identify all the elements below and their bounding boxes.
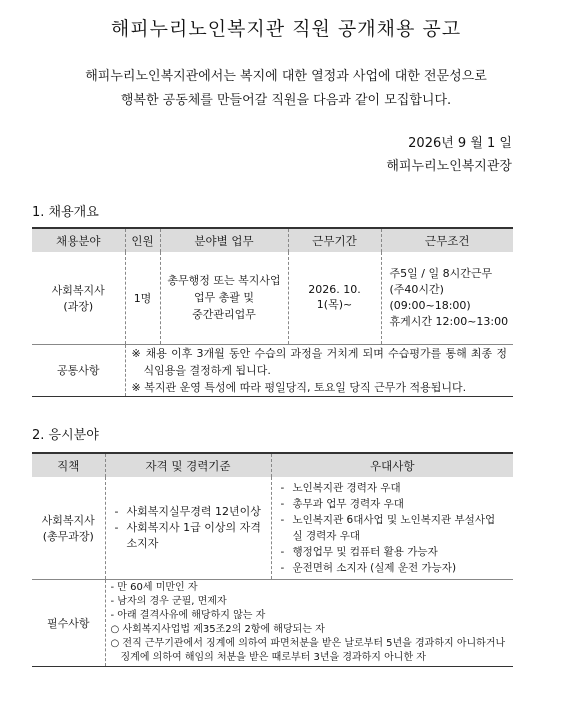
required-item: - 만 60세 미만인 자 <box>110 581 198 593</box>
header-preferences: 우대사항 <box>271 453 513 477</box>
condition-line: 휴게시간 12:00~13:00 <box>389 314 509 328</box>
position-rank: (총무과장) <box>42 529 94 543</box>
qualification-item: - 사회복지사 1급 이상의 자격소지자 <box>115 520 266 552</box>
condition-line: (주40시간) <box>389 282 444 296</box>
cell-field <box>32 252 125 344</box>
field-name: 사회복지사 <box>51 283 105 297</box>
required-item: ○ 사회복지사업법 제35조2의 2항에 해당되는 자 <box>110 623 325 635</box>
condition-line: (09:00~18:00) <box>389 298 471 312</box>
position-name: 사회복지사 <box>41 513 95 527</box>
qualification-item: - 사회복지실무경력 12년이상 <box>115 504 266 520</box>
cell-conditions <box>381 252 513 344</box>
header-qualifications: 자격 및 경력기준 <box>105 453 271 477</box>
header-position: 직책 <box>32 453 105 477</box>
application-field-table <box>32 452 513 667</box>
header-count: 인원 <box>125 228 160 252</box>
duty-line: 총무행정 또는 복지사업 <box>167 274 281 288</box>
preference-item: - 행정업무 및 컴퓨터 활용 가능자 <box>281 544 509 560</box>
cell-duties <box>160 252 288 344</box>
preference-item: - 총무과 업무 경력자 우대 <box>281 496 509 512</box>
common-note: ※ 채용 이후 3개월 동안 수습의 과정을 거치게 되며 수습평가를 통해 최종 정식임용을 결정하게 됩니다. <box>131 346 507 377</box>
organization-signature: 해피누리노인복지관장 <box>386 159 512 174</box>
preference-item: - 노인복지관 경력자 우대 <box>281 480 509 496</box>
cell-qualifications <box>105 477 271 579</box>
intro-line-2: 행복한 공동체를 만들어갈 직원을 다음과 같이 모집합니다. <box>120 93 452 108</box>
page-title: 해피누리노인복지관 직원 공개채용 공고 <box>110 18 462 40</box>
duty-line: 업무 총괄 및 <box>193 291 255 305</box>
required-item: - 남자의 경우 군필, 면제자 <box>110 595 227 607</box>
field-rank: (과장) <box>63 299 94 313</box>
cell-preferences <box>271 477 513 579</box>
header-period: 근무기간 <box>288 228 381 252</box>
header-conditions: 근무조건 <box>381 228 513 252</box>
cell-common-label: 공통사항 <box>56 364 100 377</box>
cell-period: 2026. 10. 1(목)~ <box>288 252 381 344</box>
cell-position <box>32 477 105 579</box>
required-item: ○ 전직 근무기관에서 징계에 의하여 파면처분을 받은 날로부터 5년을 경과하지 아니하거나 징계에 의하여 해임의 처분을 받은 때로부터 3년을 경과하지 아니한 자 <box>110 637 506 663</box>
intro-line-1: 해피누리노인복지관에서는 복지에 대한 열정과 사업에 대한 전문성으로 <box>85 69 487 84</box>
cell-count: 1명 <box>125 252 160 344</box>
recruitment-overview-table <box>32 227 513 397</box>
preference-item: - 노인복지관 6대사업 및 노인복지관 부설사업 실 경력자 우대 <box>281 512 509 544</box>
announcement-date: 2026년 9 월 1 일 <box>408 136 512 151</box>
required-item: - 아래 결격사유에 해당하지 않는 자 <box>110 609 266 621</box>
duty-line: 중간관리업무 <box>192 308 256 322</box>
section-heading-positions: 2. 응시분야 <box>32 428 99 443</box>
cell-required-items <box>105 579 513 666</box>
cell-common-notes <box>125 344 513 396</box>
cell-required-label: 필수사항 <box>46 616 90 630</box>
header-field: 채용분야 <box>32 228 125 252</box>
header-duties: 분야별 업무 <box>160 228 288 252</box>
preference-item: - 운전면허 소지자 (실제 운전 가능자) <box>281 560 509 576</box>
section-heading-overview: 1. 채용개요 <box>32 205 99 220</box>
common-note: ※ 복지관 운영 특성에 따라 평일당직, 토요일 당직 근무가 적용됩니다. <box>131 380 467 394</box>
condition-line: 주5일 / 일 8시간근무 <box>389 266 493 280</box>
